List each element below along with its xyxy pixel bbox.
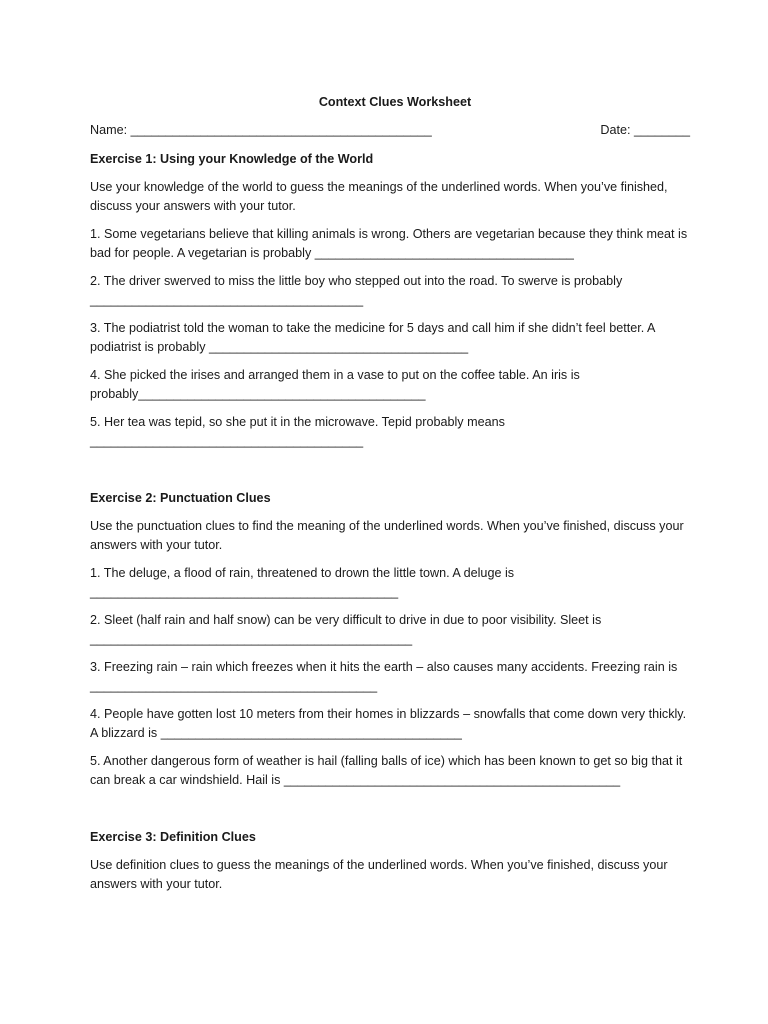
exercise-3-instructions: Use definition clues to guess the meanings of the underlined words. When you’ve finished, discuss your answers with your tutor. [90, 858, 668, 891]
exercise-1-item-4: 4. She picked the irises and arranged them in a vase to put on the coffee table. An iris is probably_________________________________________ [90, 368, 580, 401]
exercise-1-item-5: 5. Her tea was tepid, so she put it in the microwave. Tepid probably means _______________________________________ [90, 415, 505, 448]
exercise-2-item-5: 5. Another dangerous form of weather is hail (falling balls of ice) which has been known to get so big that it can break a car windshield. Hail is ________________________________________________ [90, 754, 683, 787]
exercise-1-item-3: 3. The podiatrist told the woman to take the medicine for 5 days and call him if she didn’t feel better. A podiatrist is probably _____________________________________ [90, 321, 655, 354]
exercise-2-item-1: 1. The deluge, a flood of rain, threatened to drown the little town. A deluge is ____________________________________________ [90, 566, 515, 599]
exercise-2-heading: Exercise 2: Punctuation Clues [90, 491, 271, 505]
exercise-1-instructions: Use your knowledge of the world to guess the meanings of the underlined words. When you’ve finished, discuss your answers with your tutor. [90, 180, 668, 213]
date-field: Date: ________ [600, 123, 690, 137]
exercise-2-instructions: Use the punctuation clues to find the meaning of the underlined words. When you’ve finished, discuss your answers with your tutor. [90, 519, 684, 552]
page-title: Context Clues Worksheet [318, 95, 472, 109]
exercise-3-heading: Exercise 3: Definition Clues [90, 830, 256, 844]
section-spacer [90, 460, 690, 489]
exercise-1-item-2: 2. The driver swerved to miss the little boy who stepped out into the road. To swerve is probably _______________________________________ [90, 274, 623, 307]
exercise-2-item-2: 2. Sleet (half rain and half snow) can be very difficult to drive in due to poor visibility. Sleet is ______________________________________________ [90, 613, 602, 646]
exercise-2-item-4: 4. People have gotten lost 10 meters from their homes in blizzards – snowfalls that come down very thickly. A blizzard is ___________________________________________ [90, 707, 687, 740]
section-spacer [90, 799, 690, 828]
worksheet-page [90, 93, 690, 903]
name-field: Name: ___________________________________________ [90, 123, 432, 137]
exercise-1-heading: Exercise 1: Using your Knowledge of the World [90, 152, 374, 166]
name-date-row [90, 121, 690, 140]
exercise-2-item-3: 3. Freezing rain – rain which freezes when it hits the earth – also causes many accidents. Freezing rain is _________________________________________ [90, 660, 678, 693]
exercise-1-item-1: 1. Some vegetarians believe that killing animals is wrong. Others are vegetarian because they think meat is bad for people. A vegetarian is probably _____________________________________ [90, 227, 688, 260]
